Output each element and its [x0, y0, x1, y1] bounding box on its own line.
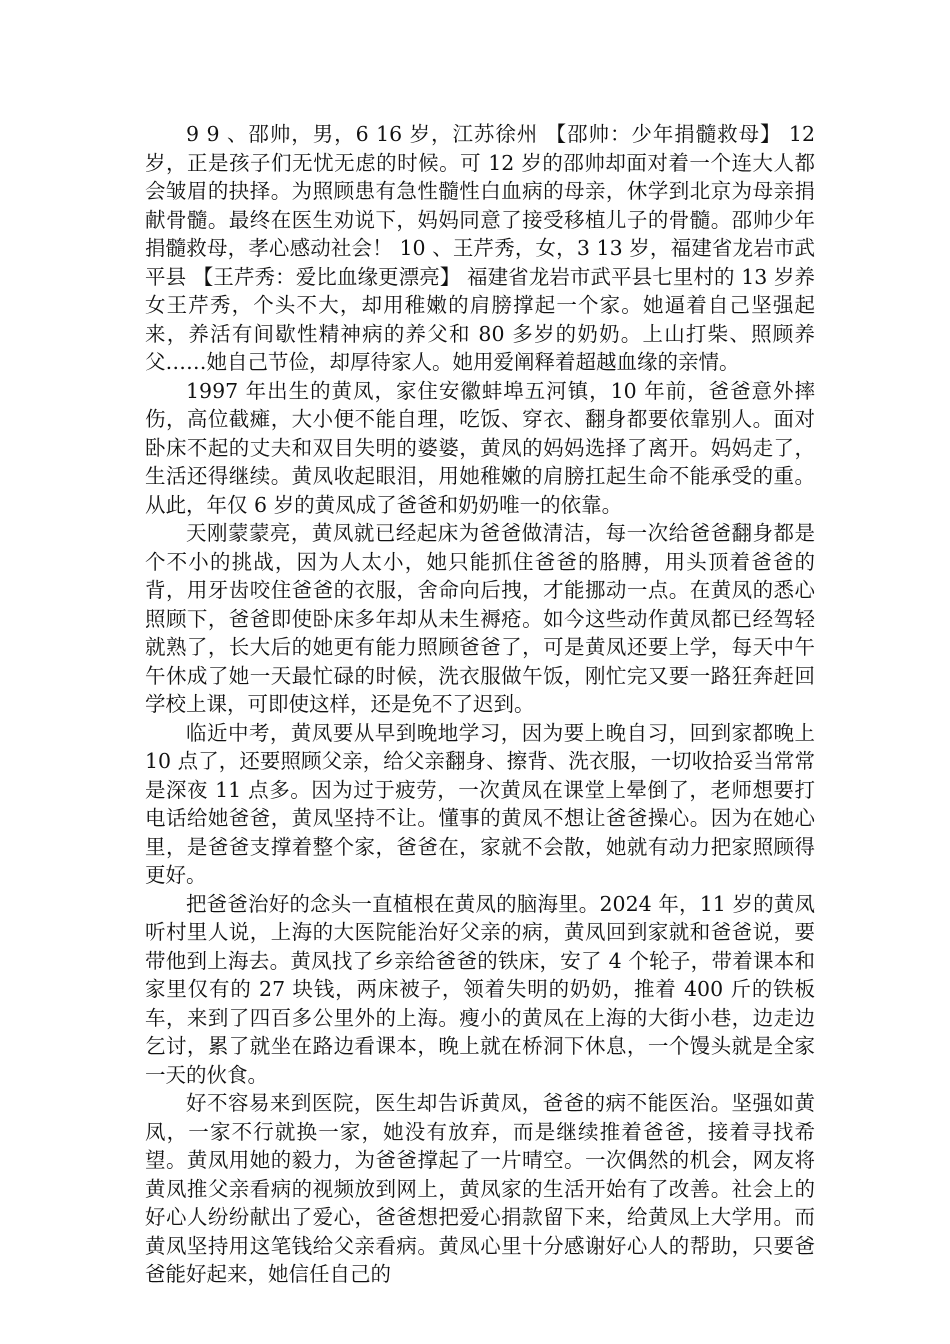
- paragraph-2: 1997 年出生的黄凤，家住安徽蚌埠五河镇，10 年前，爸爸意外摔伤，高位截瘫，大小便不能自理，吃饭、穿衣、翻身都要依靠别人。面对卧床不起的丈夫和双目失明的婆婆，黄凤的妈妈选择了离开。妈妈走了，生活还得继续。黄凤收起眼泪，用她稚嫩的肩膀扛起生命不能承受的重。从此，年仅 6 岁的黄凤成了爸爸和奶奶唯一的依靠。: [145, 378, 815, 517]
- paragraph-1: 9 9 、邵帅，男，6 16 岁，江苏徐州 【邵帅：少年捐髓救母】 12 岁，正是孩子们无忧无虑的时候。可 12 岁的邵帅却面对着一个连大人都会皱眉的抉择。为照顾患有急性髓性白血病的母亲，休学到北京为母亲捐献骨髓。最终在医生劝说下，妈妈同意了接受移植儿子的骨髓。邵帅少年捐髓救母，孝心感动社会！ 10 、王芹秀，女，3 13 岁，福建省龙岩市武平县 【王芹秀：爱比血缘更漂亮】 福建省龙岩市武平县七里村的 13 岁养女王芹秀，个头不大，却用稚嫩的肩膀撑起一个家。她逼着自己坚强起来，养活有间歇性精神病的养父和 80 多岁的奶奶。上山打柴、照顾养父……她自己节俭，却厚待家人。她用爱阐释着超越血缘的亲情。: [145, 122, 815, 374]
- paragraph-6: 好不容易来到医院，医生却告诉黄凤，爸爸的病不能医治。坚强如黄凤，一家不行就换一家，她没有放弃，而是继续推着爸爸，接着寻找希望。黄凤用她的毅力，为爸爸撑起了一片晴空。一次偶然的机会，网友将黄凤推父亲看病的视频放到网上，黄凤家的生活开始有了改善。社会上的好心人纷纷献出了爱心，爸爸想把爱心捐款留下来，给黄凤上大学用。而黄凤坚持用这笔钱给父亲看病。黄凤心里十分感谢好心人的帮助，只要爸爸能好起来，她信任自己的: [145, 1091, 815, 1286]
- paragraph-5: 把爸爸治好的念头一直植根在黄凤的脑海里。2024 年，11 岁的黄凤听村里人说，上海的大医院能治好父亲的病，黄凤回到家就和爸爸说，要带他到上海去。黄凤找了乡亲给爸爸的铁床，安了 4 个轮子，带着课本和家里仅有的 27 块钱，两床被子，领着失明的奶奶，推着 400 斤的铁板车，来到了四百多公里外的上海。瘦小的黄凤在上海的大街小巷，边走边乞讨，累了就坐在路边看课本，晚上就在桥洞下休息，一个馒头就是全家一天的伙食。: [145, 891, 815, 1087]
- paragraph-3: 天刚蒙蒙亮，黄凤就已经起床为爸爸做清洁，每一次给爸爸翻身都是个不小的挑战，因为人太小，她只能抓住爸爸的胳膊，用头顶着爸爸的背，用牙齿咬住爸爸的衣服，舍命向后拽，才能挪动一点。在黄凤的悉心照顾下，爸爸即使卧床多年却从未生褥疮。如今这些动作黄凤都已经驾轻就熟了，长大后的她更有能力照顾爸爸了，可是黄凤还要上学，每天中午午休成了她一天最忙碌的时候，洗衣服做午饭，刚忙完又要一路狂奔赶回学校上课，可即使这样，还是免不了迟到。: [145, 521, 815, 716]
- paragraph-4: 临近中考，黄凤要从早到晚地学习，因为要上晚自习，回到家都晚上 10 点了，还要照顾父亲，给父亲翻身、擦背、洗衣服，一切收拾妥当常常是深夜 11 点多。因为过于疲劳，一次黄凤在课堂上晕倒了，老师想要打电话给她爸爸，黄凤坚持不让。懂事的黄凤不想让爸爸操心。因为在她心里，是爸爸支撑着整个家，爸爸在，家就不会散，她就有动力把家照顾得更好。: [145, 720, 815, 887]
- document-body: [145, 120, 815, 1289]
